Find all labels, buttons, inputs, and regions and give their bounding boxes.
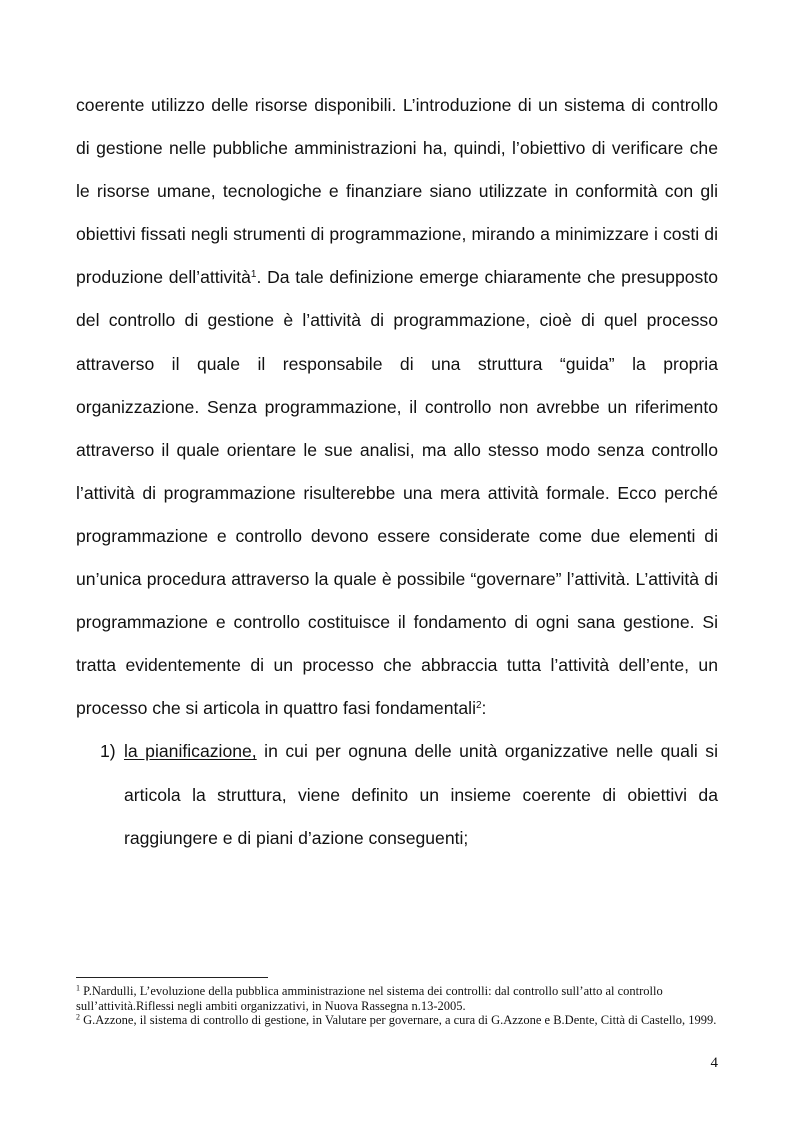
footnote-ref-2[interactable]: 2 <box>475 700 482 712</box>
footnote-ref-1[interactable]: 1 <box>250 269 257 281</box>
paragraph-text-3: : <box>481 698 487 719</box>
footnote-1 <box>76 984 718 1013</box>
paragraph-text-1: coerente utilizzo delle risorse disponibili. L’introduzione di un sistema di controllo di gestione nelle pubbliche amministrazioni ha, quindi, l’obiettivo di verificare che le risorse umane, tecnologiche e finanziare siano utilizzate in conformità con gli obiettivi fissati negli strumenti di programmazione, mirando a minimizzare i costi di produzione dell’attività <box>76 95 718 288</box>
body-text <box>76 84 718 860</box>
page-number: 4 <box>710 1055 718 1071</box>
list-marker: 1) <box>100 741 116 762</box>
paragraph-text-2: . Da tale definizione emerge chiaramente che presupposto del controllo di gestione è l’attività di programmazione, cioè di quel processo attraverso il quale il responsabile di una struttura “guida” la propria organizzazione. Senza programmazione, il controllo non avrebbe un riferimento attraverso il quale orientare le sue analisi, ma allo stesso modo senza controllo l’attività di programmazione risulterebbe una mera attività formale. Ecco perché programmazione e controllo devono essere considerate come due elementi di un’unica procedura attraverso la quale è possibile “governare” l’attività. L’attività di programmazione e controllo costituisce il fondamento di ogni sana gestione. Si tratta evidentemente di un processo che abbraccia tutta l’attività dell’ente, un processo che si articola in quattro fasi fondamentali <box>76 267 718 719</box>
footnote-text-1: P.Nardulli, L’evoluzione della pubblica amministrazione nel sistema dei controlli: dal controllo sull’atto al controllo sull’attività.Riflessi negli ambiti organizzativi, in Nuova Rassegna n.13-2005. <box>76 984 663 1013</box>
list-item <box>76 730 718 859</box>
footnote-number-2: 2 <box>76 1012 80 1022</box>
footnote-2 <box>76 1013 718 1028</box>
list-item-term: la pianificazione, <box>124 741 257 762</box>
body-paragraph <box>76 84 718 730</box>
footnote-text-2: G.Azzone, il sistema di controllo di gestione, in Valutare per governare, a cura di G.Azzone e B.Dente, Città di Castello, 1999. <box>80 1013 717 1027</box>
list-item-text: in cui per ognuna delle unità organizzative nelle quali si articola la struttura, viene definito un insieme coerente di obiettivi da raggiungere e di piani d’azione conseguenti; <box>124 741 718 848</box>
footnote-number-1: 1 <box>76 983 80 993</box>
footnote-separator <box>76 977 268 978</box>
footnotes <box>76 984 718 1028</box>
